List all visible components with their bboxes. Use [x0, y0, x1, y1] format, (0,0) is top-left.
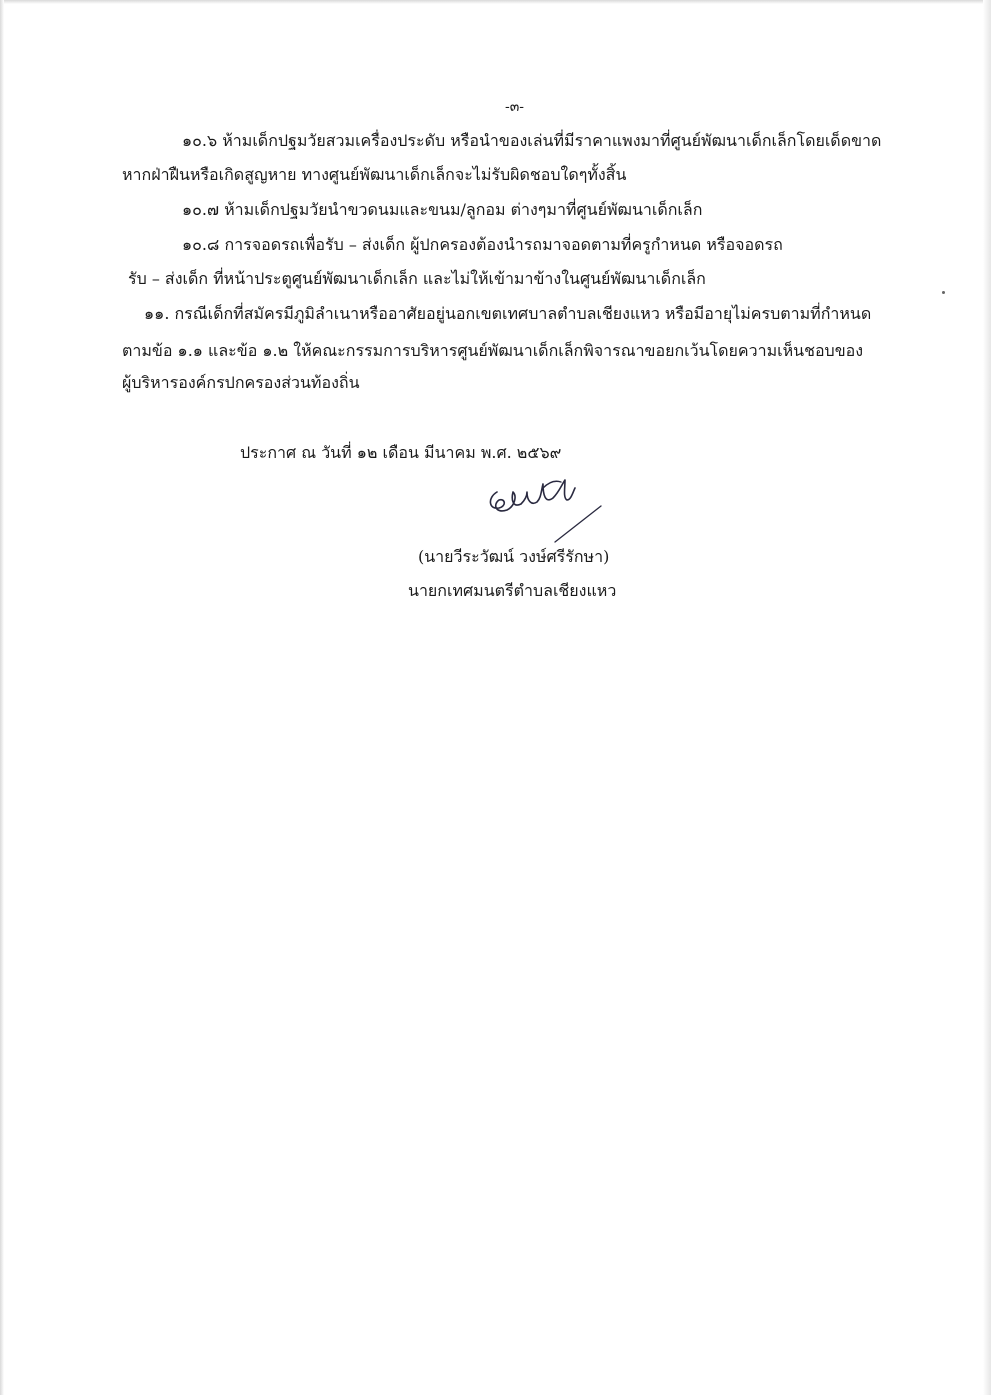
announcement-date: ประกาศ ณ วันที่ ๑๒ เดือน มีนาคม พ.ศ. ๒๕๖๙: [240, 443, 562, 462]
clause-10-8-line-1: ๑๐.๘ การจอดรถเพื่อรับ – ส่งเด็ก ผู้ปกครองต้องนำรถมาจอดตามที่ครูกำหนด หรือจอดรถ: [182, 235, 783, 254]
clause-11-line-2: ตามข้อ ๑.๑ และข้อ ๑.๒ ให้คณะกรรมการบริหารศูนย์พัฒนาเด็กเล็กพิจารณาขอยกเว้นโดยความเห็นชอบของ: [122, 341, 864, 360]
clause-10-7: ๑๐.๗ ห้ามเด็กปฐมวัยนำขวดนมและขนม/ลูกอม ต่างๆมาที่ศูนย์พัฒนาเด็กเล็ก: [182, 200, 703, 219]
clause-10-6-line-1: ๑๐.๖ ห้ามเด็กปฐมวัยสวมเครื่องประดับ หรือนำของเล่นที่มีราคาแพงมาที่ศูนย์พัฒนาเด็กเล็กโดยเด็ดขาด: [182, 131, 882, 150]
page-left-edge: [0, 0, 4, 1395]
clause-11-line-1: ๑๑. กรณีเด็กที่สมัครมีภูมิลำเนาหรืออาศัยอยู่นอกเขตเทศบาลตำบลเชียงแหว หรือมีอายุไม่ครบตามที่กำหนด: [144, 304, 872, 323]
handwritten-signature: [483, 470, 613, 550]
clause-10-6-line-2: หากฝ่าฝืนหรือเกิดสูญหาย ทางศูนย์พัฒนาเด็กเล็กจะไม่รับผิดชอบใดๆทั้งสิ้น: [122, 165, 627, 184]
page-right-edge: [983, 0, 991, 1395]
scan-speck: [942, 291, 945, 294]
page-number: -๓-: [505, 99, 525, 115]
signatory-title: นายกเทศมนตรีตำบลเชียงแหว: [408, 581, 617, 600]
page-top-edge: [0, 0, 991, 4]
clause-10-8-line-2: รับ – ส่งเด็ก ที่หน้าประตูศูนย์พัฒนาเด็กเล็ก และไม่ให้เข้ามาข้างในศูนย์พัฒนาเด็กเล็ก: [128, 269, 706, 288]
clause-11-line-3: ผู้บริหารองค์กรปกครองส่วนท้องถิ่น: [122, 373, 360, 392]
signatory-name: (นายวีระวัฒน์ วงษ์ศรีรักษา): [418, 547, 610, 566]
